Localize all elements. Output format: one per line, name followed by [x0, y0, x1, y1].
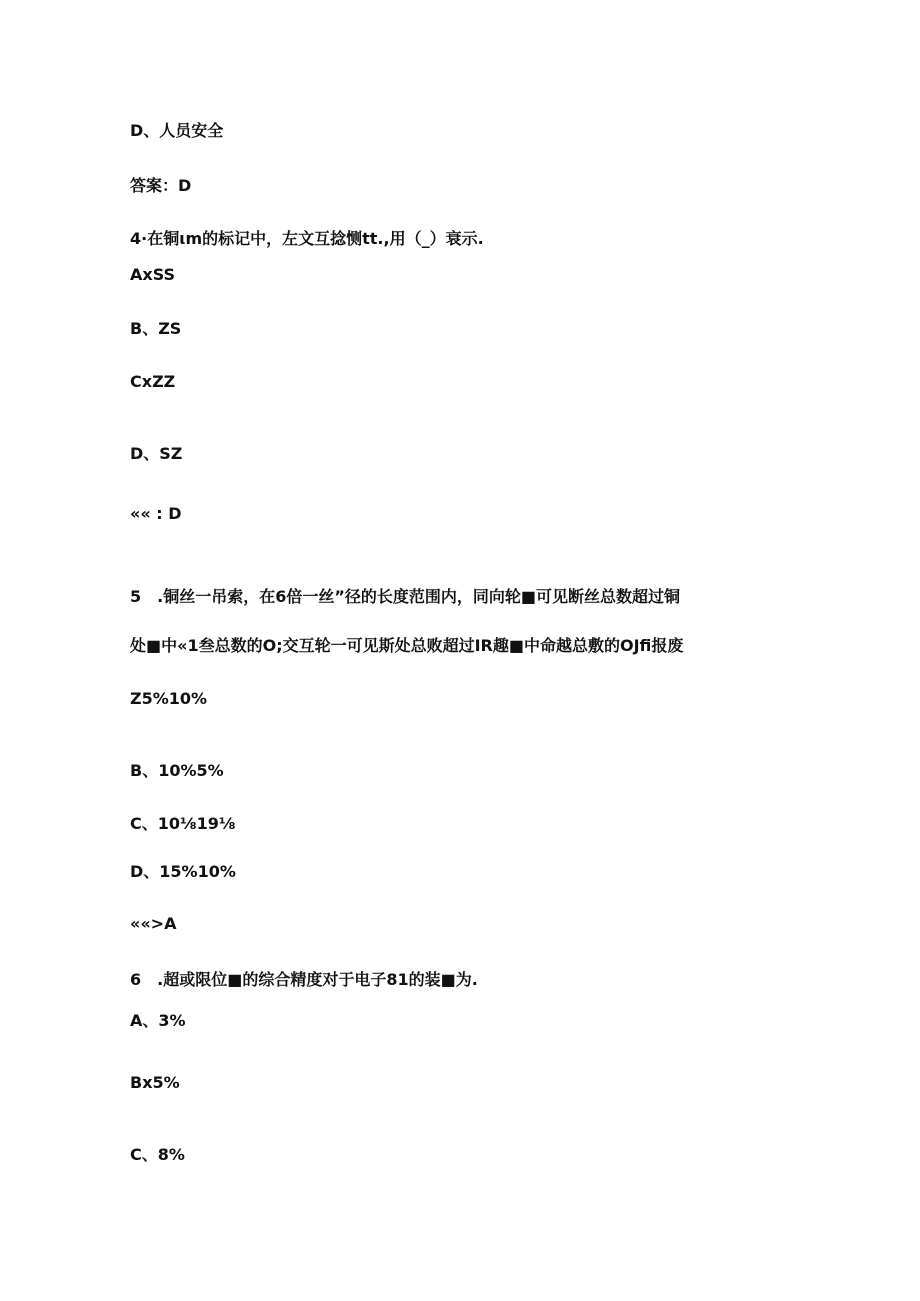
option-d-q4: D、SZ: [130, 444, 183, 463]
option-a-q5: Z5%10%: [130, 689, 208, 708]
question-6: 6 .超或限位■的综合精度对于电子81的装■为.: [130, 970, 478, 989]
answer-q4: «« : D: [130, 504, 182, 523]
option-b-q6: Bx5%: [130, 1073, 180, 1092]
option-a-q6: A、3%: [130, 1011, 186, 1030]
option-c-q6: C、8%: [130, 1145, 185, 1164]
option-a-q4: AxSS: [130, 265, 176, 284]
option-d-q3: D、人员安全: [130, 121, 224, 140]
option-c-q4: CxZZ: [130, 372, 176, 391]
option-c-q5: C、10⅛19⅛: [130, 814, 236, 833]
option-d-q5: D、15%10%: [130, 862, 236, 881]
answer-q3: 答案：D: [130, 176, 192, 195]
question-5-line-2: 处■中«1叁总数的O;交互轮一可见斯处总败超过IR趣■中命越总敷的OJfi报废: [130, 636, 684, 655]
answer-q5: ««>A: [130, 914, 177, 933]
question-4: 4·在铜ιm的标记中，左文互捻恻tt.,用（_）衰示.: [130, 229, 484, 248]
option-b-q5: B、10%5%: [130, 761, 224, 780]
option-b-q4: B、ZS: [130, 319, 182, 338]
question-5-line-1: 5 .铜丝一吊索，在6倍一丝”径的长度范围内，同向轮■可见断丝总数超过铜: [130, 587, 680, 606]
